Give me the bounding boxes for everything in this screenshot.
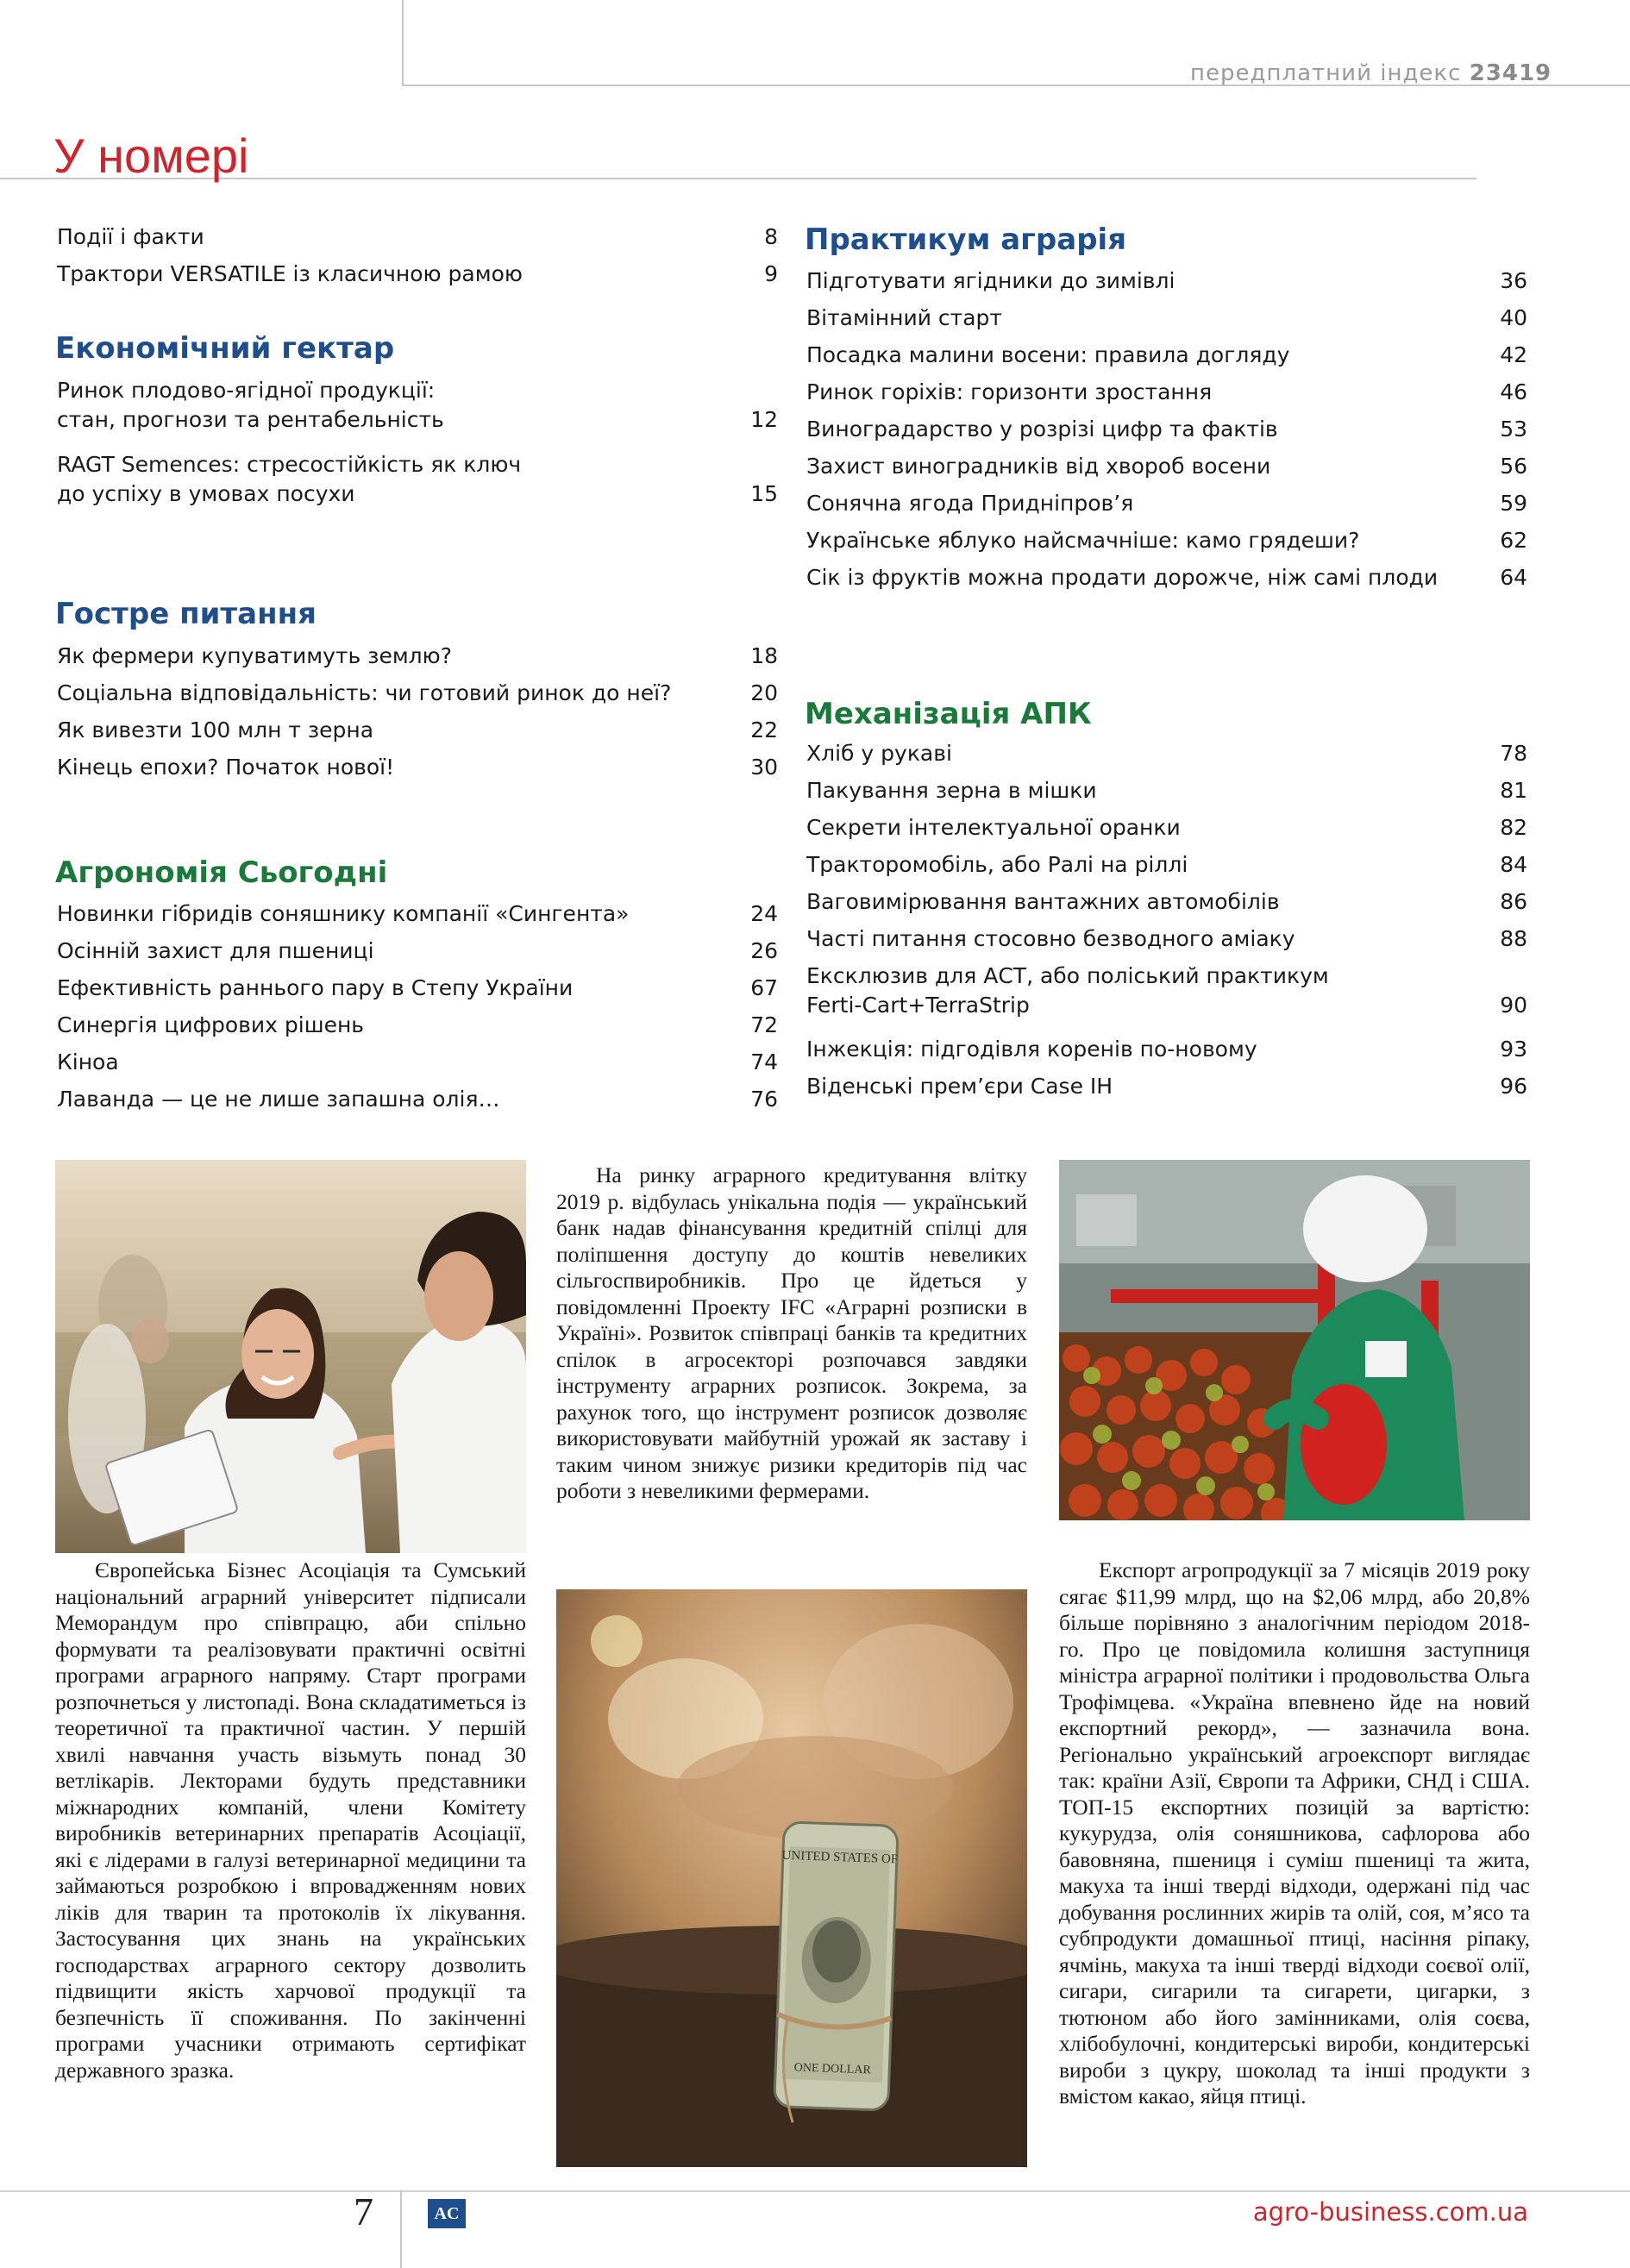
toc-item[interactable]: Пакування зерна в мішки 81 bbox=[806, 778, 1527, 803]
toc-item[interactable]: Захист виноградників від хвороб восени 56 bbox=[806, 454, 1527, 479]
toc-item[interactable]: Як вивезти 100 млн т зерна 22 bbox=[57, 717, 778, 742]
toc-item[interactable]: Віденські прем’єри Case IH 96 bbox=[806, 1074, 1527, 1099]
toc-item[interactable]: Виноградарство у розрізі цифр та фактів 53 bbox=[806, 417, 1527, 442]
toc-item[interactable]: Сік із фруктів можна продати дорожче, ніж самі плоди 64 bbox=[806, 565, 1527, 590]
website-link[interactable]: agro-business.com.ua bbox=[1252, 2197, 1528, 2227]
toc-item[interactable]: Ефективність раннього пару в Степу України 67 bbox=[57, 975, 778, 1000]
toc-item[interactable]: Трактори VERSATILE із класичною рамою 9 bbox=[57, 261, 778, 286]
photo-veterinary-students-illustration bbox=[55, 1160, 526, 1553]
photo-apple-sorting-illustration bbox=[1059, 1160, 1530, 1520]
page-title: У номері bbox=[53, 128, 249, 183]
section-heading-hot-issue: Гостре питання bbox=[55, 597, 317, 631]
toc-item[interactable]: Інжекція: підгодівля коренів по-новому 93 bbox=[806, 1037, 1527, 1062]
toc-item[interactable]: Події і факти 8 bbox=[57, 224, 778, 249]
toc-item[interactable]: Підготувати ягідники до зимівлі 36 bbox=[806, 268, 1527, 293]
magazine-logo: AC bbox=[428, 2199, 466, 2228]
toc-item[interactable]: Новинки гібридів соняшнику компанії «Сингента» 24 bbox=[57, 901, 778, 926]
toc-item[interactable]: Синергія цифрових рішень 72 bbox=[57, 1012, 778, 1037]
toc-item[interactable]: Секрети інтелектуальної оранки 82 bbox=[806, 815, 1527, 840]
toc-item[interactable]: Соціальна відповідальність: чи готовий ринок до неї? 20 bbox=[57, 680, 778, 705]
toc-item[interactable]: Українське яблуко найсмачніше: камо грядеши? 62 bbox=[806, 528, 1527, 553]
toc-item[interactable]: Ексклюзив для АСТ, або поліський практикум Ferti-Cart+TerraStrip 90 bbox=[806, 963, 1527, 1018]
toc-item[interactable]: RAGT Semences: стресостійкість як ключ до успіху в умовах посухи 15 bbox=[57, 452, 778, 506]
banknote-denomination: ONE DOLLAR bbox=[793, 2061, 872, 2077]
subscription-index-number: 23419 bbox=[1469, 60, 1552, 86]
photo-dollar-in-soil-illustration bbox=[556, 1589, 1027, 2167]
toc-item[interactable]: Кіноа 74 bbox=[57, 1049, 778, 1074]
toc-item[interactable]: Ринок горіхів: горизонти зростання 46 bbox=[806, 379, 1527, 404]
toc-item[interactable]: Кінець епохи? Початок нової! 30 bbox=[57, 755, 778, 780]
subscription-index: передплатний індекс 23419 bbox=[1190, 60, 1552, 86]
article-agri-credit: На ринку аграрного кредитування влітку 2019 р. відбулась унікальна подія — український банк надав фінансування кредитній спілці для поліпшення доступу до коштів невеликих сільгоспвиробників. Про це йдеться у повідомленні Проекту IFC «Аграрні розписки в Україні». Розвиток співпраці банків та кредитних спілок в агросекторі розпочався завдяки інструменту аграрних розписок. Зокрема, за рахунок того, що інструмент розписок дозволяє використовувати майбутній урожай як заставу і таким чином знижує ризики кредиторів під час роботи з невеликими фермерами. bbox=[556, 1162, 1027, 1503]
footer-divider bbox=[400, 2190, 402, 2268]
toc-item[interactable]: Часті питання стосовно безводного аміаку 88 bbox=[806, 926, 1527, 951]
section-heading-practicum: Практикум аграрія bbox=[805, 222, 1127, 257]
toc-item[interactable]: Хліб у рукаві 78 bbox=[806, 741, 1527, 766]
article-agri-export: Експорт агропродукції за 7 місяців 2019 року сягає $11,99 млрд, що на $2,06 млрд, або 20,8% більше порівняно з аналогічним періодом 2018-го. Про це повідомила колишня заступниця міністра аграрної політики і продовольства Ольга Трофімцева. «Україна впевнено йде на новий експортний рекорд», — зазначила вона. Регіонально український агроекспорт виглядає так: країни Азії, Європи та Африки, СНД і США. ТОП-15 експортних позицій за вартістю: кукурудза, олія соняшникова, сафлорова або бавовняна, пшениця і суміш пшениці та жита, макуха та інші тверді відходи, одержані під час добування рослинних жирів та олій, соя, м’ясо та субпродукти домашньої птиці, насіння ріпаку, ячмінь, макуха та інші тверді відходи соєвої олії, сигари, сигарили та сигарети, цигарки, з тютюном або його замінниками, олія соєва, хлібобулочні, кондитерські вироби, кондитерські вироби з цукру, шоколад та інші продукти з вмістом какао, яйця птиці. bbox=[1059, 1557, 1530, 2108]
section-heading-mechanization: Механізація АПК bbox=[805, 697, 1092, 731]
toc-item[interactable]: Посадка малини восени: правила догляду 42 bbox=[806, 342, 1527, 367]
toc-item[interactable]: Вітамінний старт 40 bbox=[806, 305, 1527, 330]
section-heading-agronomy: Агрономія Сьогодні bbox=[55, 855, 388, 890]
toc-item[interactable]: Ринок плодово-ягідної продукції: стан, прогнози та рентабельність 12 bbox=[57, 378, 778, 432]
footer-rule bbox=[0, 2190, 1630, 2192]
toc-item[interactable]: Як фермери купуватимуть землю? 18 bbox=[57, 643, 778, 668]
top-divider bbox=[402, 0, 404, 86]
toc-item[interactable]: Сонячна ягода Придніпров’я 59 bbox=[806, 491, 1527, 516]
photo-dollar-in-soil bbox=[556, 1589, 1027, 2167]
photo-veterinary-students bbox=[55, 1160, 526, 1553]
toc-item[interactable]: Ваговимірювання вантажних автомобілів 86 bbox=[806, 889, 1527, 914]
section-heading-economic: Економічний гектар bbox=[55, 331, 395, 366]
page-number: 7 bbox=[354, 2190, 373, 2234]
toc-item[interactable]: Осінній захист для пшениці 26 bbox=[57, 938, 778, 963]
photo-apple-sorting bbox=[1059, 1160, 1530, 1520]
toc-item[interactable]: Лаванда — це не лише запашна олія… 76 bbox=[57, 1087, 778, 1112]
article-vet-memorandum: Європейська Бізнес Асоціація та Сумський національний аграрний університет підписали Меморандум про співпрацю, аби спільно формувати та реалізовувати практичні освітні програми аграрного напряму. Старт програми розпочнеться у листопаді. Вона складатиметься із теоретичної та практичної частин. У першій хвилі навчання участь візьмуть понад 30 ветлікарів. Лекторами будуть представники міжнародних компаній, члени Комітету виробників ветеринарних препаратів Асоціації, які є лідерами в галузі ветеринарної медицини та займаються розробкою і впровадженням нових ліків для тварин та протоколів їх лікування. Застосування цих знань на українських господарствах аграрного сектору дозволить підвищити якість харчової продукції та безпечність її споживання. По закінченні програми учасники отримають сертифікат державного зразка. bbox=[55, 1557, 526, 2083]
banknote-text: UNITED STATES OF bbox=[781, 1848, 899, 1867]
toc-item[interactable]: Тракторомобіль, або Ралі на ріллі 84 bbox=[806, 852, 1527, 877]
